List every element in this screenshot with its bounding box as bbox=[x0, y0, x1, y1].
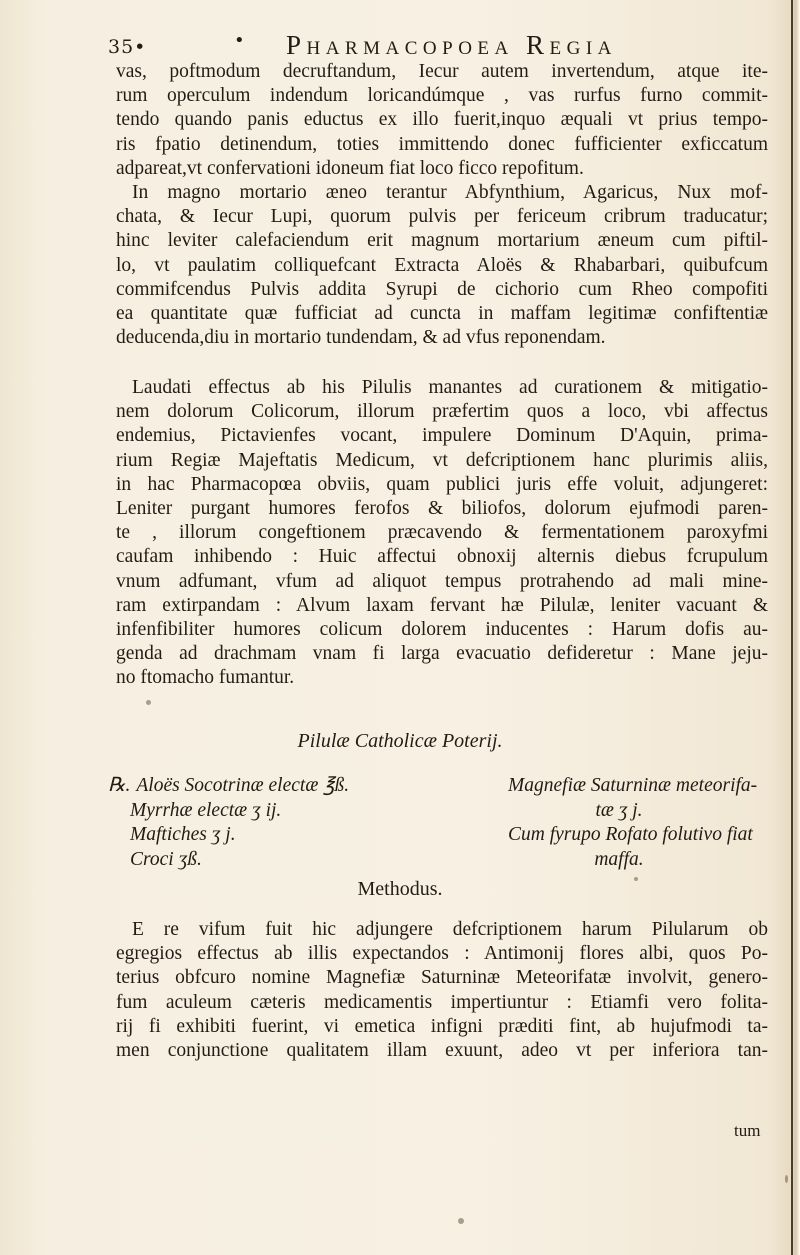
text-line: rij fi exhibiti fuerint, vi emetica infigni præditi fint, ab hujufmodi ta- bbox=[116, 1015, 768, 1037]
ornament-dot: • bbox=[234, 30, 245, 51]
text-line: caufam inhibendo : Huic affectui obnoxij alternis diebus fcrupulum bbox=[116, 546, 768, 568]
text-line: nem dolorum Colicorum, illorum præfertim quos a loco, vbi affectus bbox=[116, 401, 768, 423]
page-edge-shadow-line bbox=[791, 0, 793, 1255]
ingredient-text: Aloës Socotrinæ electæ ℥ß. bbox=[136, 775, 350, 796]
text-line: Laudati effectus ab his Pilulis manantes ad curationem & mitigatio- bbox=[132, 377, 768, 398]
text-line: hinc leviter calefaciendum erit magnum mortarium æneum cum piftil- bbox=[116, 230, 768, 252]
text-line: rum operculum indendum loricandúmque , vas rurfus furno commit- bbox=[116, 85, 768, 107]
text-line: deducenda,diu in mortario tundendam, & ad vfus reponendam. bbox=[116, 327, 606, 349]
text-line: men conjunctione qualitatem illam exuunt, adeo vt per inferiora tan- bbox=[116, 1040, 768, 1062]
ingredient-line: tæ ʒ j. bbox=[595, 799, 643, 821]
paragraph-methodus bbox=[116, 918, 768, 1063]
ink-speck bbox=[146, 700, 151, 705]
recipe-symbol: ℞. bbox=[108, 775, 131, 796]
text-line: adpareat,vt confervationi idoneum fiat loco ficco repofitum. bbox=[116, 157, 584, 179]
recipe-ingredients-left bbox=[108, 774, 438, 872]
ink-speck bbox=[634, 877, 638, 881]
ink-speck bbox=[785, 1175, 788, 1183]
ingredient-line: Maftiches ʒ j. bbox=[130, 824, 236, 845]
ingredient-line: Magnefiæ Saturninæ meteorifa- bbox=[508, 775, 758, 796]
text-line: ea quantitate quæ fufficiat ad cuncta in maffam legitimæ confiftentiæ bbox=[116, 303, 768, 325]
text-line: commifcendus Pulvis addita Syrupi de cichorio cum Rheo compofiti bbox=[116, 278, 768, 300]
page-number: 35• bbox=[108, 36, 147, 58]
text-line: tendo quando panis eductus ex illo fuerit,inquo æquali vt prius tempo- bbox=[116, 109, 768, 131]
paragraph-1 bbox=[116, 60, 768, 181]
ink-speck bbox=[458, 1218, 464, 1224]
text-line: genda ad drachmam vnam fi larga evacuatio defideretur : Mane jeju- bbox=[116, 643, 768, 665]
text-line: te , illorum congeftionem præcavendo & fermentationem paroxyfmi bbox=[116, 522, 768, 544]
paragraph-3 bbox=[116, 376, 768, 691]
ingredient-line: maffa. bbox=[594, 848, 644, 870]
text-line: In magno mortario æneo terantur Abfynthium, Agaricus, Nux mof- bbox=[132, 182, 768, 203]
text-line: E re vifum fuit hic adjungere defcriptionem harum Pilularum ob bbox=[132, 919, 768, 940]
ingredient-line: Myrrhæ electæ ʒ ij. bbox=[130, 799, 282, 821]
text-line: chata, & Iecur Lupi, quorum pulvis per fericeum cribrum traducatur; bbox=[116, 206, 768, 228]
text-line: Leniter purgant humores ferofos & biliofos, dolorum ejufmodi paren- bbox=[116, 498, 768, 520]
recipe-ingredients-right bbox=[508, 774, 770, 872]
catchword: tum bbox=[734, 1121, 761, 1140]
text-line: rium Regiæ Majeftatis Medicum, vt defcriptionem hanc plurimis aliis, bbox=[116, 449, 768, 471]
text-line: infenfibiliter humores colicum dolorem inducentes : Harum dofis au- bbox=[116, 619, 768, 641]
text-line: vnum adfumant, vfum ad aliquot tempus protrahendo ad mali mine- bbox=[116, 570, 768, 592]
text-line: ris fpatio detinendum, toties immittendo donec fufficienter exficcatum bbox=[116, 133, 768, 155]
text-line: ram extirpandam : Alvum laxam fervant hæ Pilulæ, leniter vacuant & bbox=[116, 594, 768, 616]
ingredient-line: Cum fyrupo Rofato folutivo fiat bbox=[508, 824, 753, 845]
running-head bbox=[108, 30, 768, 64]
running-title: Pharmacopoea Regia bbox=[286, 30, 617, 60]
text-line: vas, poftmodum decruftandum, Iecur autem invertendum, atque ite- bbox=[116, 61, 768, 82]
text-line: egregios effectus ab illis expectandos : Antimonij flores albi, quos Po- bbox=[116, 943, 768, 965]
ingredient-line bbox=[108, 774, 438, 799]
text-line: endemius, Pictavienfes vocant, impulere Dominum D'Aquin, prima- bbox=[116, 425, 768, 447]
paragraph-2 bbox=[116, 181, 768, 350]
ingredient-line: Croci ʒß. bbox=[130, 848, 202, 870]
text-line: lo, vt paulatim colliquefcant Extracta Aloës & Rhabarbari, quibufcum bbox=[116, 254, 768, 276]
text-line: in hac Pharmacopœa obviis, quam publici juris effe voluit, adjungeret: bbox=[116, 473, 768, 495]
text-line: no ftomacho fumantur. bbox=[116, 667, 295, 689]
text-line: terius obfcuro nomine Magnefiæ Saturninæ Meteorifatæ involvit, genero- bbox=[116, 967, 768, 989]
recipe-title: Pilulæ Catholicæ Poterij. bbox=[297, 730, 503, 752]
text-line: fum aculeum cæteris medicamentis impertiuntur : Etiamfi vero folita- bbox=[116, 991, 768, 1013]
methodus-heading: Methodus. bbox=[357, 878, 443, 900]
